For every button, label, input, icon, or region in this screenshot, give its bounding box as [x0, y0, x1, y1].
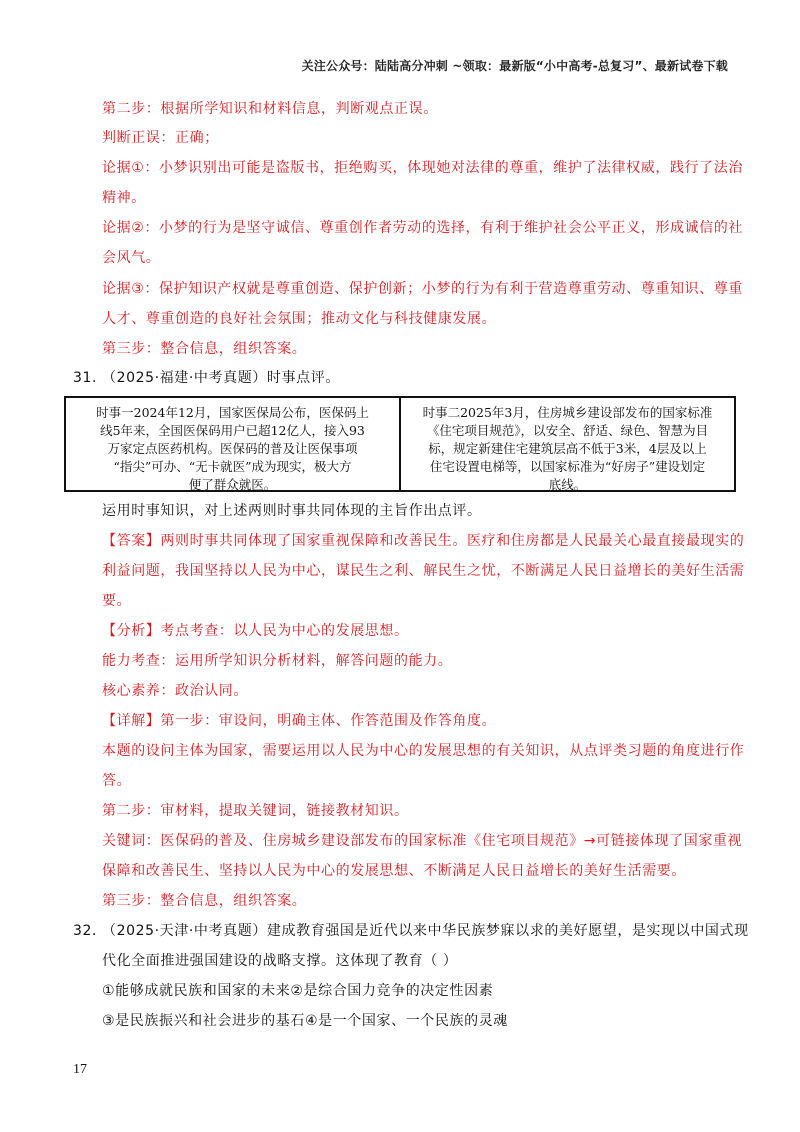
argument-2-line-1: 论据②：小梦的行为是坚守诚信、尊重创作者劳动的选择，有利于维护社会公平正义，形成诚信的社 — [102, 220, 743, 236]
page-number: 17 — [73, 1062, 87, 1077]
step-two-line: 第二步：根据所学知识和材料信息，判断观点正误。 — [102, 101, 438, 117]
argument-3-line-1: 论据③：保护知识产权就是尊重创造、保护创新；小梦的行为有利于营造尊重劳动、尊重知识、尊重 — [102, 281, 743, 297]
detail-line-2: 本题的设问主体为国家，需要运用以人民为中心的发展思想的有关知识，从点评类习题的角度进行作 — [102, 743, 745, 759]
analysis-line-1 — [102, 620, 409, 640]
judgment-line: 判断正误：正确； — [102, 130, 219, 146]
argument-2-line-2: 会风气。 — [102, 250, 161, 266]
answer-line-1 — [102, 530, 744, 550]
detail-line-7: 第三步：整合信息，组织答案。 — [102, 893, 307, 909]
analysis-line-3: 核心素养：政治认同。 — [102, 683, 248, 699]
news-item-2-line: 《住宅项目规范》，以安全、舒适、绿色、智慧为目 — [426, 423, 709, 438]
question-31-text: （2025·福建·中考真题）时事点评。 — [102, 370, 340, 386]
analysis-tag: 【分析】 — [102, 623, 161, 639]
news-item-2-line: 住宅设置电梯等，以国家标准为“好房子”建设划定 — [429, 459, 706, 474]
step-three-line: 第三步：整合信息，组织答案。 — [102, 341, 307, 357]
detail-text: 第一步：审设问，明确主体、作答范围及作答角度。 — [160, 713, 497, 729]
argument-3-line-2: 人才、尊重创造的良好社会氛围；推动文化与科技健康发展。 — [102, 311, 497, 327]
question-32-option-line-2: ③是民族振兴和社会进步的基石④是一个国家、一个民族的灵魂 — [102, 1013, 508, 1029]
page-header: 关注公众号：陆陆高分冲刺 ~领取：最新版“小中高考-总复习”、最新试卷下载 — [301, 59, 728, 73]
question-31-number: 31． — [73, 370, 107, 386]
detail-tag: 【详解】 — [102, 713, 161, 729]
news-item-1-line: 便了群众就医。 — [188, 477, 277, 492]
detail-line-5: 关键词：医保码的普及、住房城乡建设部发布的国家标准《住宅项目规范》→可链接体现了国家重视 — [102, 833, 743, 849]
answer-tag: 【答案】 — [102, 533, 161, 549]
news-table — [64, 396, 736, 492]
analysis-text: 考点考查：以人民为中心的发展思想。 — [160, 623, 409, 639]
question-32-number: 32． — [73, 923, 107, 939]
question-32-option-line-1: ①能够成就民族和国家的未来②是综合国力竞争的决定性因素 — [102, 983, 494, 999]
news-item-1-line: 时事一2024年12月，国家医保局公布，医保码上 — [96, 405, 369, 420]
news-item-2-line: 时事二2025年3月，住房城乡建设部发布的国家标准 — [422, 405, 713, 420]
answer-line-3: 要。 — [102, 593, 132, 609]
question-32-line-1: （2025·天津·中考真题）建成教育强国是近代以来中华民族梦寐以求的美好愿望，是实现以中国式现 — [102, 923, 749, 939]
question-31-prompt: 运用时事知识，对上述两则时事共同体现的主旨作出点评。 — [102, 503, 482, 519]
answer-line-2: 利益问题，我国坚持以人民为中心，谋民生之利、解民生之忧，不断满足人民日益增长的美好生活需 — [102, 563, 745, 579]
detail-line-1 — [102, 710, 496, 730]
argument-1-line-1: 论据①：小梦识别出可能是盗版书，拒绝购买，体现她对法律的尊重，维护了法律权威，践行了法治 — [102, 160, 743, 176]
argument-1-line-2: 精神。 — [102, 190, 146, 206]
detail-line-6: 保障和改善民生、坚持以人民为中心的发展思想、不断满足人民日益增长的美好生活需要。 — [102, 863, 686, 879]
news-item-2-line: 底线。 — [548, 477, 587, 492]
news-item-1 — [66, 398, 401, 490]
news-item-2 — [401, 398, 734, 490]
news-item-2-line: 标，规定新建住宅建筑层高不低于3米，4层及以上 — [428, 441, 707, 456]
analysis-line-2: 能力考查：运用所学知识分析材料，解答问题的能力。 — [102, 653, 453, 669]
question-32-line-2: 代化全面推进强国建设的战略支撑。这体现了教育（ ） — [102, 953, 458, 969]
answer-text: 两则时事共同体现了国家重视保障和改善民生。医疗和住房都是人民最关心最直接最现实的 — [160, 533, 745, 549]
news-item-1-line: 万家定点医药机构。医保码的普及让医保事项 — [107, 441, 358, 456]
news-item-1-line: “指尖”可办、“无卡就医”成为现实，极大方 — [113, 459, 352, 474]
news-item-1-line: 线5年来，全国医保码用户已超12亿人，接入93 — [100, 423, 365, 438]
detail-line-3: 答。 — [102, 773, 132, 789]
detail-line-4: 第二步：审材料，提取关键词，链接教材知识。 — [102, 803, 409, 819]
